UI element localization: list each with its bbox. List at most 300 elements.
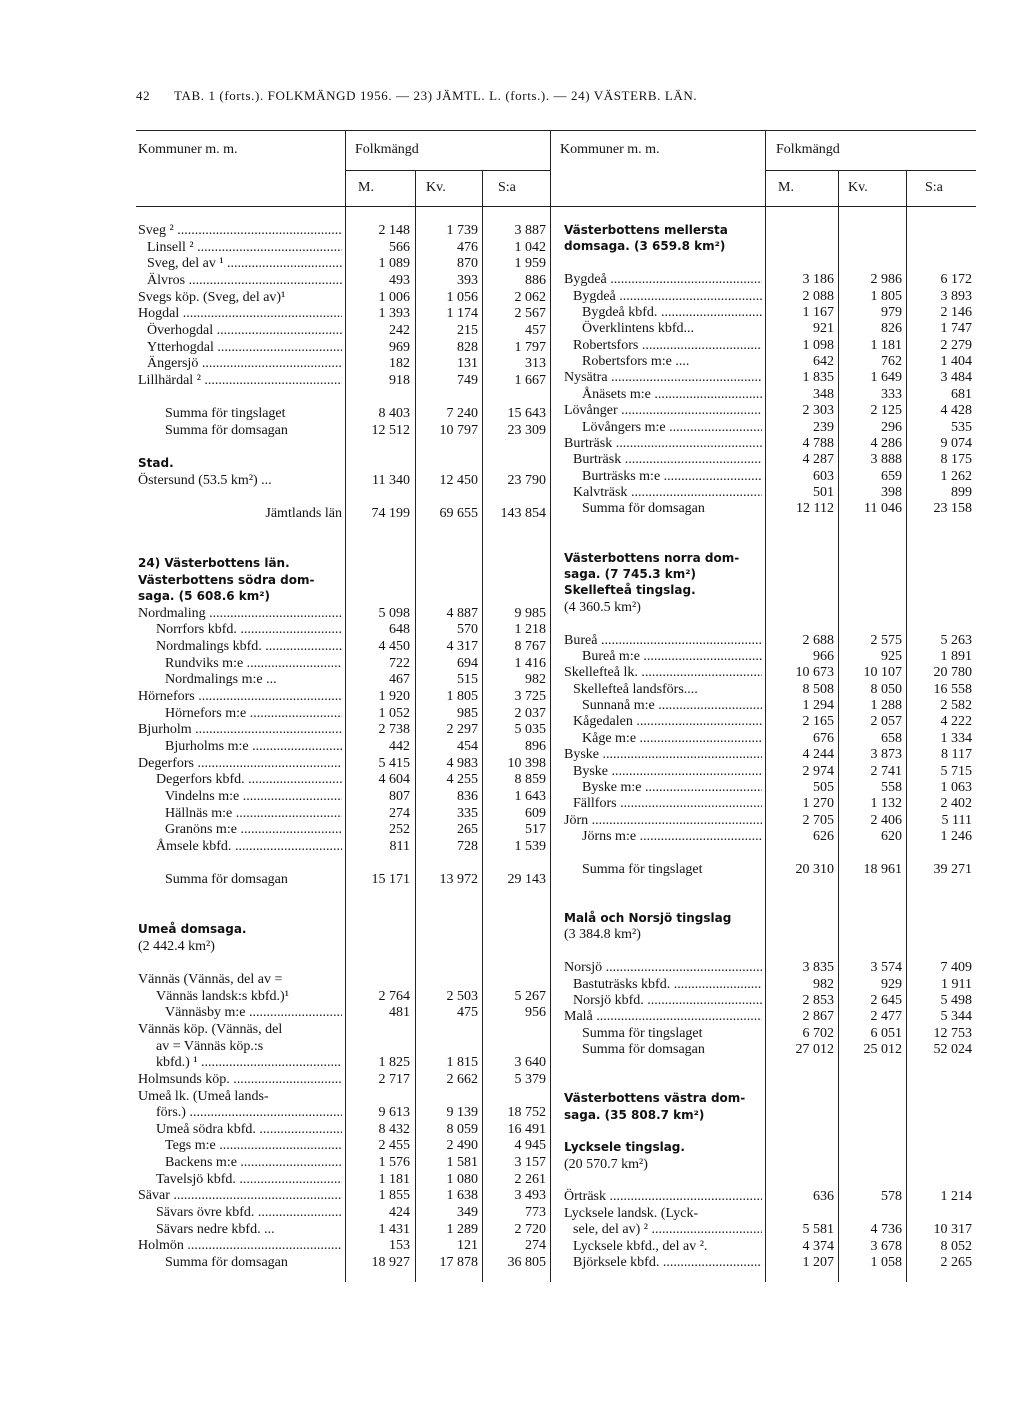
right-folkmangd-header: Folkmängd [776,142,840,157]
cell-kv: 1 058 [870,1255,902,1270]
cell-m: 1 835 [802,370,834,386]
cell-kv: 1 649 [870,370,902,386]
table-row [0,730,1024,747]
row-label: Sävar ..... [138,1187,342,1204]
cell-kv: 728 [457,838,478,854]
cell-sa: 535 [951,419,972,435]
row-label: Backens m:e ..... [165,1154,342,1171]
row-label: Lillhärdal ² ..... [138,372,342,389]
table-row [0,779,1024,796]
cell-sa: 52 024 [933,1042,972,1058]
row-label: Hällnäs m:e ..... [165,805,342,822]
cell-sa: 8 767 [514,639,546,655]
table-row [0,1041,1024,1058]
table-row [0,419,1024,436]
row-label: Lövångers m:e ..... [582,419,762,436]
cell-sa: 1 334 [940,730,972,746]
cell-m: 10 673 [795,665,834,681]
row-label: Överklintens kbfd... [582,321,694,337]
cell-kv: 296 [881,419,902,435]
cell-sa: 8 052 [940,1238,972,1254]
row-label: Bygdeå kbfd. ..... [582,304,762,321]
row-label: av = Vännäs köp.:s [156,1038,264,1054]
row-label: Summa för domsagan [582,501,705,517]
cell-sa: 773 [525,1205,546,1221]
cell-kv: 2 406 [870,812,902,828]
cell-kv: 929 [881,976,902,992]
table-row [0,1221,1024,1238]
row-label: Rundviks m:e ..... [165,655,342,672]
cell-sa: 1 063 [940,779,972,795]
row-label: förs.) ..... [156,1104,342,1121]
cell-m: 1 270 [802,796,834,812]
cell-m: 6 702 [802,1025,834,1041]
cell-kv: 4 887 [446,605,478,621]
cell-kv: 4 255 [446,772,478,788]
cell-m: 1 855 [378,1188,410,1204]
cell-sa: 5 379 [514,1071,546,1087]
cell-kv: 985 [457,705,478,721]
cell-sa: 2 279 [940,337,972,353]
left-folkmangd-header: Folkmängd [355,142,419,157]
cell-sa: 5 344 [940,1009,972,1025]
row-label: Sveg, del av ¹ ..... [147,255,342,272]
cell-kv: 3 873 [870,747,902,763]
cell-kv: 1 132 [870,796,902,812]
cell-kv: 11 046 [864,501,902,517]
row-label: Burträsk ..... [564,435,762,452]
cell-kv: 558 [881,779,902,795]
cell-kv: 12 450 [439,472,478,488]
section-heading [0,1156,1024,1173]
row-label: Lycksele kbfd., del av ². [573,1238,708,1254]
cell-m: 2 717 [378,1071,410,1087]
cell-kv: 8 059 [446,1121,478,1137]
right-m-header: M. [778,180,794,195]
row-label: Byske ..... [573,763,762,780]
cell-kv: 398 [881,485,902,501]
row-label: Linsell ² ..... [147,239,342,256]
row-label: Vännäsby m:e ..... [165,1004,342,1021]
row-label: Vännäs (Vännäs, del av = [138,972,283,988]
cell-sa: 457 [525,322,546,338]
cell-m: 1 207 [802,1255,834,1270]
cell-m: 676 [813,730,834,746]
table-row [0,1071,1024,1088]
table-row [0,304,1024,321]
table-row [0,795,1024,812]
table-row [0,861,1024,878]
right-kv-header: Kv. [848,180,868,195]
row-label: Älvros ..... [147,272,342,289]
cell-m: 648 [389,622,410,638]
cell-m: 505 [813,779,834,795]
cell-m: 1 089 [378,256,410,272]
table-row [0,484,1024,501]
cell-sa: 1 539 [514,838,546,854]
cell-sa: 609 [525,805,546,821]
cell-sa: 23 790 [507,472,546,488]
cell-kv: 13 972 [439,872,478,888]
cell-kv: 2 741 [870,763,902,779]
cell-kv: 131 [457,356,478,372]
cell-sa: 143 854 [500,505,546,521]
cell-kv: 836 [457,788,478,804]
cell-kv: 826 [881,321,902,337]
section-heading [0,1205,1024,1222]
row-label: Summa för domsagan [165,872,288,888]
row-label: Vännäs landsk:s kbfd.)¹ [156,988,289,1004]
section-heading [0,910,1024,927]
cell-sa: 313 [525,356,546,372]
cell-sa: 15 643 [507,406,546,422]
cell-m: 1 393 [378,306,410,322]
cell-kv: 10 107 [863,665,902,681]
row-label: Kalvträsk ..... [573,484,762,501]
cell-kv: 515 [457,672,478,688]
cell-kv: 2 575 [870,632,902,648]
cell-m: 4 374 [802,1238,834,1254]
cell-kv: 2 057 [870,714,902,730]
row-label: Summa för tingslaget [582,1025,703,1041]
cell-kv: 1 056 [446,289,478,305]
row-label: Nordmaling ..... [138,605,342,622]
cell-sa: 5 267 [514,988,546,1004]
cell-sa: 1 891 [940,648,972,664]
cell-m: 1 920 [378,689,410,705]
cell-kv: 2 645 [870,992,902,1008]
cell-m: 3 835 [802,960,834,976]
section-heading [0,582,1024,599]
row-label: saga. (5 608.6 km²) [138,589,271,604]
cell-sa: 1 218 [514,622,546,638]
cell-kv: 749 [457,372,478,388]
table-row [0,1238,1024,1255]
page-title: TAB. 1 (forts.). FOLKMÄNGD 1956. — 23) JÄMTL. L. (forts.). — 24) VÄSTERB. LÄN. [174,88,698,103]
section-heading [0,1090,1024,1107]
cell-kv: 25 012 [863,1042,902,1058]
table-row [0,664,1024,681]
row-label: Robertsfors ..... [573,337,762,354]
row-label: Summa för tingslaget [582,861,703,877]
section-heading [0,222,1024,239]
cell-m: 918 [389,372,410,388]
row-label: kbfd.) ¹ ..... [156,1054,342,1071]
cell-m: 722 [389,655,410,671]
right-kommuner-header: Kommuner m. m. [560,142,660,157]
cell-sa: 1 404 [940,354,972,370]
table-row [0,648,1024,665]
cell-sa: 2 402 [940,796,972,812]
cell-kv: 828 [457,339,478,355]
row-label: Bjurholm ..... [138,721,342,738]
row-label: Jörn ..... [564,812,762,829]
row-label: sele, del av) ² ..... [573,1221,762,1238]
cell-sa: 8 117 [941,747,972,763]
cell-sa: 2 146 [940,304,972,320]
cell-m: 12 112 [796,501,834,517]
row-label: Åmsele kbfd. ..... [156,838,342,855]
right-folkmangd-rule [765,170,976,171]
cell-kv: 1 289 [446,1221,478,1237]
cell-sa: 1 643 [514,788,546,804]
row-label: Summa för domsagan [165,1255,288,1270]
cell-kv: 454 [457,739,478,754]
table-row [0,746,1024,763]
row-label: Nordmalings kbfd. ..... [156,638,342,655]
row-label: Norrfors kbfd. ..... [156,621,342,638]
cell-sa: 6 172 [940,272,972,288]
cell-sa: 20 780 [933,665,972,681]
cell-sa: 1 262 [940,468,972,484]
cell-m: 1 181 [378,1171,410,1187]
cell-kv: 475 [457,1005,478,1021]
cell-m: 424 [389,1205,410,1221]
row-label: Örträsk ..... [564,1188,762,1205]
cell-m: 2 148 [378,223,410,238]
cell-kv: 1 739 [446,223,478,238]
cell-kv: 694 [457,655,478,671]
row-label: Summa för domsagan [582,1042,705,1058]
cell-kv: 393 [457,272,478,288]
cell-kv: 2 477 [870,1009,902,1025]
cell-sa: 1 797 [514,339,546,355]
table-row [0,320,1024,337]
cell-kv: 2 503 [446,988,478,1004]
table-row [0,1254,1024,1271]
cell-kv: 1 638 [446,1188,478,1204]
cell-sa: 36 805 [507,1255,546,1270]
cell-m: 1 052 [378,705,410,721]
row-label: Byske m:e ..... [582,779,762,796]
cell-m: 4 788 [802,435,834,451]
cell-kv: 18 961 [863,861,902,877]
cell-m: 1 006 [378,289,410,305]
cell-sa: 8 175 [940,452,972,468]
table-row [0,1171,1024,1188]
row-label: Skellefteå lk. ..... [564,664,762,681]
cell-kv: 2 662 [446,1071,478,1087]
cell-sa: 2 037 [514,705,546,721]
cell-m: 5 098 [378,605,410,621]
cell-m: 239 [813,419,834,435]
cell-m: 811 [389,838,410,854]
table-row [0,763,1024,780]
row-label: Malå ..... [564,1008,762,1025]
cell-kv: 4 736 [870,1222,902,1238]
cell-sa: 4 428 [940,403,972,419]
row-label: saga. (35 808.7 km²) [564,1107,705,1122]
table-row [0,435,1024,452]
cell-kv: 2 297 [446,722,478,738]
cell-kv: 658 [881,730,902,746]
row-label: Norsjö ..... [564,959,762,976]
row-label: Vindelns m:e ..... [165,788,342,805]
cell-sa: 39 271 [933,861,972,877]
cell-m: 636 [813,1189,834,1205]
cell-m: 1 431 [378,1221,410,1237]
cell-kv: 17 878 [439,1255,478,1270]
cell-kv: 3 678 [870,1238,902,1254]
section-heading [0,926,1024,943]
cell-kv: 659 [881,468,902,484]
cell-m: 626 [813,829,834,845]
cell-m: 4 604 [378,772,410,788]
table-row [0,632,1024,649]
section-heading [0,238,1024,255]
cell-sa: 3 725 [514,689,546,705]
cell-m: 8 403 [378,406,410,422]
cell-sa: 2 582 [940,698,972,714]
table-row [0,976,1024,993]
table-row [0,1025,1024,1042]
cell-m: 8 508 [802,681,834,697]
row-label: Kågedalen ..... [573,713,762,730]
row-label: Skellefteå landsförs.... [573,681,698,697]
cell-m: 501 [813,485,834,501]
header-bottom-rule [136,206,976,207]
cell-sa: 16 558 [933,681,972,697]
cell-m: 566 [389,239,410,255]
row-label: Summa för tingslaget [165,406,286,422]
cell-sa: 886 [525,272,546,288]
cell-sa: 7 409 [940,960,972,976]
cell-sa: 10 317 [933,1222,972,1238]
cell-sa: 517 [525,822,546,838]
cell-kv: 4 317 [446,639,478,655]
cell-m: 2 867 [802,1009,834,1025]
cell-sa: 4 945 [514,1138,546,1154]
cell-kv: 1 181 [870,337,902,353]
cell-kv: 4 286 [870,435,902,451]
cell-m: 12 512 [371,422,410,438]
cell-m: 5 415 [378,755,410,771]
cell-kv: 1 080 [446,1171,478,1187]
row-label: Ängersjö ..... [147,355,342,372]
cell-m: 481 [389,1005,410,1021]
row-label: (3 384.8 km²) [564,927,641,943]
cell-kv: 2 986 [870,272,902,288]
cell-m: 442 [389,739,410,754]
row-label: Vännäs köp. (Vännäs, del [138,1021,283,1037]
row-label: Svegs köp. (Sveg, del av)¹ [138,289,286,305]
cell-m: 5 581 [802,1222,834,1238]
row-label: Degerfors kbfd. ..... [156,771,342,788]
row-label: Degerfors ..... [138,755,342,772]
cell-kv: 1 174 [446,306,478,322]
row-label: Robertsfors m:e .... [582,354,690,370]
cell-m: 603 [813,468,834,484]
table-row [0,1188,1024,1205]
table-row [0,713,1024,730]
row-label: Malå och Norsjö tingslag [564,911,732,925]
left-kommuner-header: Kommuner m. m. [138,142,238,157]
cell-m: 4 244 [802,747,834,763]
row-label: Umeå södra kbfd. ..... [156,1121,342,1138]
row-label: Bastuträsks kbfd. ..... [573,976,762,993]
cell-kv: 762 [881,354,902,370]
cell-sa: 5 035 [514,722,546,738]
cell-m: 9 613 [378,1105,410,1121]
cell-m: 15 171 [371,872,410,888]
cell-kv: 620 [881,829,902,845]
cell-kv: 3 888 [870,452,902,468]
row-label: Burträsk ..... [573,451,762,468]
cell-m: 1 294 [802,698,834,714]
row-label: Umeå lk. (Umeå lands- [138,1088,269,1104]
cell-m: 74 199 [371,505,410,521]
row-label: Bureå m:e ..... [582,648,762,665]
cell-sa: 3 893 [940,288,972,304]
row-label: Bygdeå ..... [564,271,762,288]
table-row [0,468,1024,485]
cell-sa: 2 261 [514,1171,546,1187]
cell-sa: 5 263 [940,632,972,648]
cell-sa: 1 416 [514,655,546,671]
cell-m: 20 310 [795,861,834,877]
cell-kv: 215 [457,322,478,338]
cell-m: 807 [389,788,410,804]
cell-kv: 1 805 [870,288,902,304]
cell-sa: 2 567 [514,306,546,322]
row-label: Västerbottens mellersta [564,223,728,237]
table-row [0,386,1024,403]
row-label: Holmsunds köp. ..... [138,1071,342,1088]
cell-kv: 1 288 [870,698,902,714]
cell-sa: 982 [525,672,546,688]
cell-m: 2 455 [378,1138,410,1154]
row-label: Ytterhogdal ..... [147,339,342,356]
cell-sa: 12 753 [933,1025,972,1041]
row-label: Summa för domsagan [165,422,288,438]
cell-m: 274 [389,805,410,821]
page-number: 42 [136,88,151,103]
cell-m: 2 764 [378,988,410,1004]
cell-m: 493 [389,272,410,288]
cell-m: 27 012 [795,1042,834,1058]
row-label: Kåge m:e ..... [582,730,762,747]
row-label: Byske ..... [564,746,762,763]
row-label: Granöns m:e ..... [165,821,342,838]
cell-kv: 349 [457,1205,478,1221]
cell-sa: 10 398 [507,755,546,771]
section-heading [0,599,1024,616]
cell-m: 1 576 [378,1155,410,1171]
cell-sa: 2 265 [940,1255,972,1270]
cell-m: 966 [813,648,834,664]
row-label: (2 442.4 km²) [138,938,215,954]
right-sa-header: S:a [925,180,943,195]
row-label: Nordmalings m:e ... [165,672,277,688]
row-label: Skellefteå tingslag. [564,583,696,598]
row-label: Bureå ..... [564,632,762,649]
cell-m: 2 738 [378,722,410,738]
cell-sa: 3 157 [514,1155,546,1171]
row-label: Bygdeå ..... [573,288,762,305]
table-row [0,288,1024,305]
row-label: saga. (7 745.3 km²) [564,567,697,581]
cell-m: 982 [813,976,834,992]
row-label: Sävars övre kbfd. ..... [156,1204,342,1221]
cell-m: 8 432 [378,1121,410,1137]
cell-sa: 1 911 [941,976,972,992]
row-label: Jämtlands län [265,505,342,521]
left-kv-header: Kv. [426,180,446,195]
row-label: Lycksele tingslag. [564,1140,685,1155]
table-row [0,337,1024,354]
cell-sa: 5 498 [940,992,972,1008]
table-row [0,959,1024,976]
